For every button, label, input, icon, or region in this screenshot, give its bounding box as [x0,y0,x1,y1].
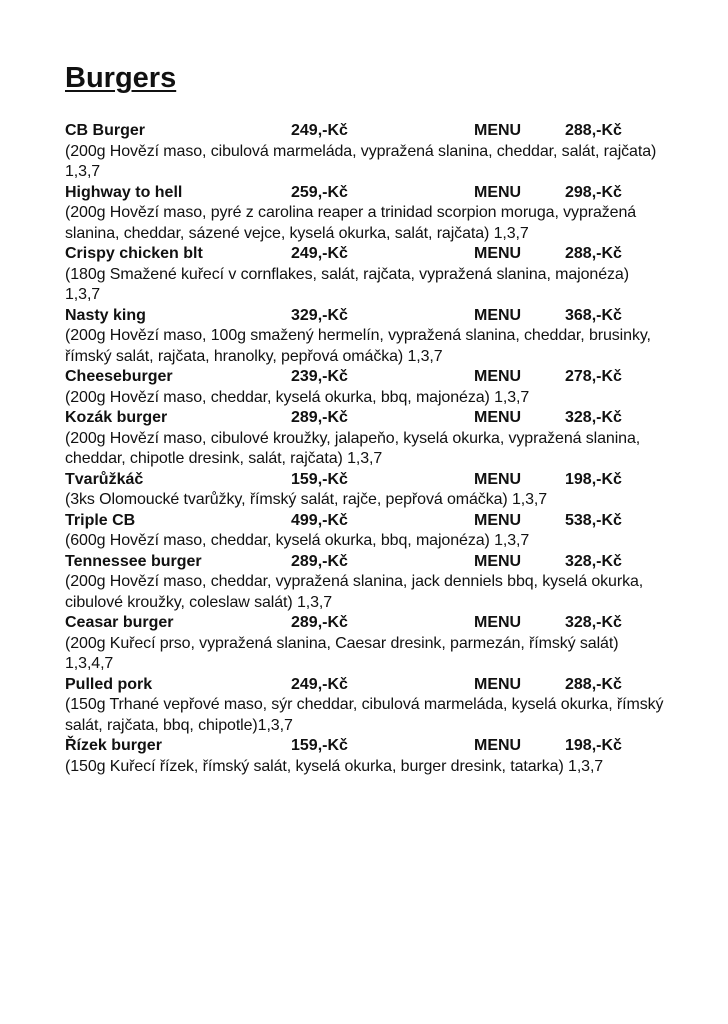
list-item [65,736,705,777]
item-description: (200g Hovězí maso, cheddar, kyselá okurka, bbq, majonéza) 1,3,7 [65,388,530,406]
item-menu-price: 328,-Kč [565,552,622,570]
item-description: (180g Smažené kuřecí v cornflakes, salát, rajčata, vypražená slanina, majonéza) 1,3,7 [65,265,629,303]
item-price: 249,-Kč [291,675,348,693]
burger-list [65,121,705,777]
item-price: 159,-Kč [291,470,348,488]
item-name: Řízek burger [65,737,162,754]
item-price: 249,-Kč [291,122,348,139]
item-menu-label: MENU [474,614,522,631]
page-title: Burgers [65,62,177,94]
item-header [65,367,705,388]
item-description: (600g Hovězí maso, cheddar, kyselá okurka, bbq, majonéza) 1,3,7 [65,532,530,549]
item-price: 159,-Kč [291,737,348,754]
list-item [65,613,705,675]
item-menu-price: 368,-Kč [565,306,622,324]
item-menu-label: MENU [474,675,522,693]
item-name: Cheeseburger [65,368,173,385]
item-description: (200g Hovězí maso, cheddar, vypražená slanina, jack denniels bbq, kyselá okurka, cibulové kroužky, coleslaw salát) 1,3,7 [65,573,644,611]
item-menu-label: MENU [474,306,522,324]
item-name: Kozák burger [65,409,168,426]
item-menu-price: 278,-Kč [565,368,622,385]
item-menu-price: 298,-Kč [565,183,622,201]
item-header [65,552,705,573]
list-item [65,367,705,408]
item-header [65,244,705,265]
item-description: (150g Kuřecí řízek, římský salát, kyselá okurka, burger dresink, tatarka) 1,3,7 [65,757,604,775]
item-menu-label: MENU [474,245,522,262]
list-item [65,408,705,470]
item-name: Crispy chicken blt [65,245,203,262]
item-description: (3ks Olomoucké tvarůžky, římský salát, rajče, pepřová omáčka) 1,3,7 [65,491,548,508]
item-description: (200g Kuřecí prso, vypražená slanina, Caesar dresink, parmezán, římský salát) 1,3,4,7 [65,634,619,672]
item-price: 249,-Kč [291,245,348,262]
item-name: CB Burger [65,122,146,139]
item-header [65,736,705,757]
menu-page [65,60,705,777]
item-menu-label: MENU [474,409,522,426]
item-description: (200g Hovězí maso, cibulové kroužky, jalapeňo, kyselá okurka, vypražená slanina, cheddar, chipotle dresink, salát, rajčata) 1,3,7 [65,429,641,467]
list-item [65,121,705,183]
item-menu-price: 288,-Kč [565,245,622,262]
item-price: 329,-Kč [291,306,348,324]
item-menu-label: MENU [474,183,522,201]
list-item [65,183,705,245]
item-header [65,613,705,634]
item-menu-price: 328,-Kč [565,614,622,631]
item-header [65,183,705,204]
list-item [65,244,705,306]
item-menu-price: 328,-Kč [565,409,622,426]
item-header [65,121,705,142]
item-header [65,675,705,696]
item-price: 289,-Kč [291,614,348,631]
item-menu-price: 198,-Kč [565,470,622,488]
item-price: 289,-Kč [291,409,348,426]
item-menu-price: 288,-Kč [565,675,622,693]
item-description: (200g Hovězí maso, 100g smažený hermelín, vypražená slanina, cheddar, brusinky, římský salát, rajčata, hranolky, pepřová omáčka) 1,3,7 [65,327,651,365]
list-item [65,552,705,614]
item-menu-price: 288,-Kč [565,122,622,139]
list-item [65,675,705,737]
item-name: Tennessee burger [65,552,202,570]
item-name: Ceasar burger [65,614,174,631]
list-item [65,306,705,368]
item-name: Nasty king [65,306,146,324]
item-menu-label: MENU [474,511,522,529]
item-name: Triple CB [65,511,136,529]
item-menu-label: MENU [474,122,522,139]
item-menu-label: MENU [474,470,522,488]
item-price: 499,-Kč [291,511,348,529]
item-description: (200g Hovězí maso, cibulová marmeláda, vypražená slanina, cheddar, salát, rajčata) 1,3,7 [65,142,657,180]
item-header [65,470,705,491]
item-price: 239,-Kč [291,368,348,385]
item-price: 289,-Kč [291,552,348,570]
item-header [65,511,705,532]
item-menu-label: MENU [474,552,522,570]
item-menu-price: 198,-Kč [565,737,622,754]
item-header [65,306,705,327]
item-description: (200g Hovězí maso, pyré z carolina reaper a trinidad scorpion moruga, vypražená slanina, cheddar, sázené vejce, kyselá okurka, salát, rajčata) 1,3,7 [65,204,637,242]
item-price: 259,-Kč [291,183,348,201]
item-menu-label: MENU [474,737,522,754]
item-name: Tvarůžkáč [65,470,144,488]
item-name: Pulled pork [65,675,153,693]
item-description: (150g Trhané vepřové maso, sýr cheddar, cibulová marmeláda, kyselá okurka, římský salát, rajčata, bbq, chipotle)1,3,7 [65,696,664,734]
list-item [65,470,705,511]
item-menu-label: MENU [474,368,522,385]
list-item [65,511,705,552]
item-menu-price: 538,-Kč [565,511,622,529]
item-header [65,408,705,429]
item-name: Highway to hell [65,183,183,201]
